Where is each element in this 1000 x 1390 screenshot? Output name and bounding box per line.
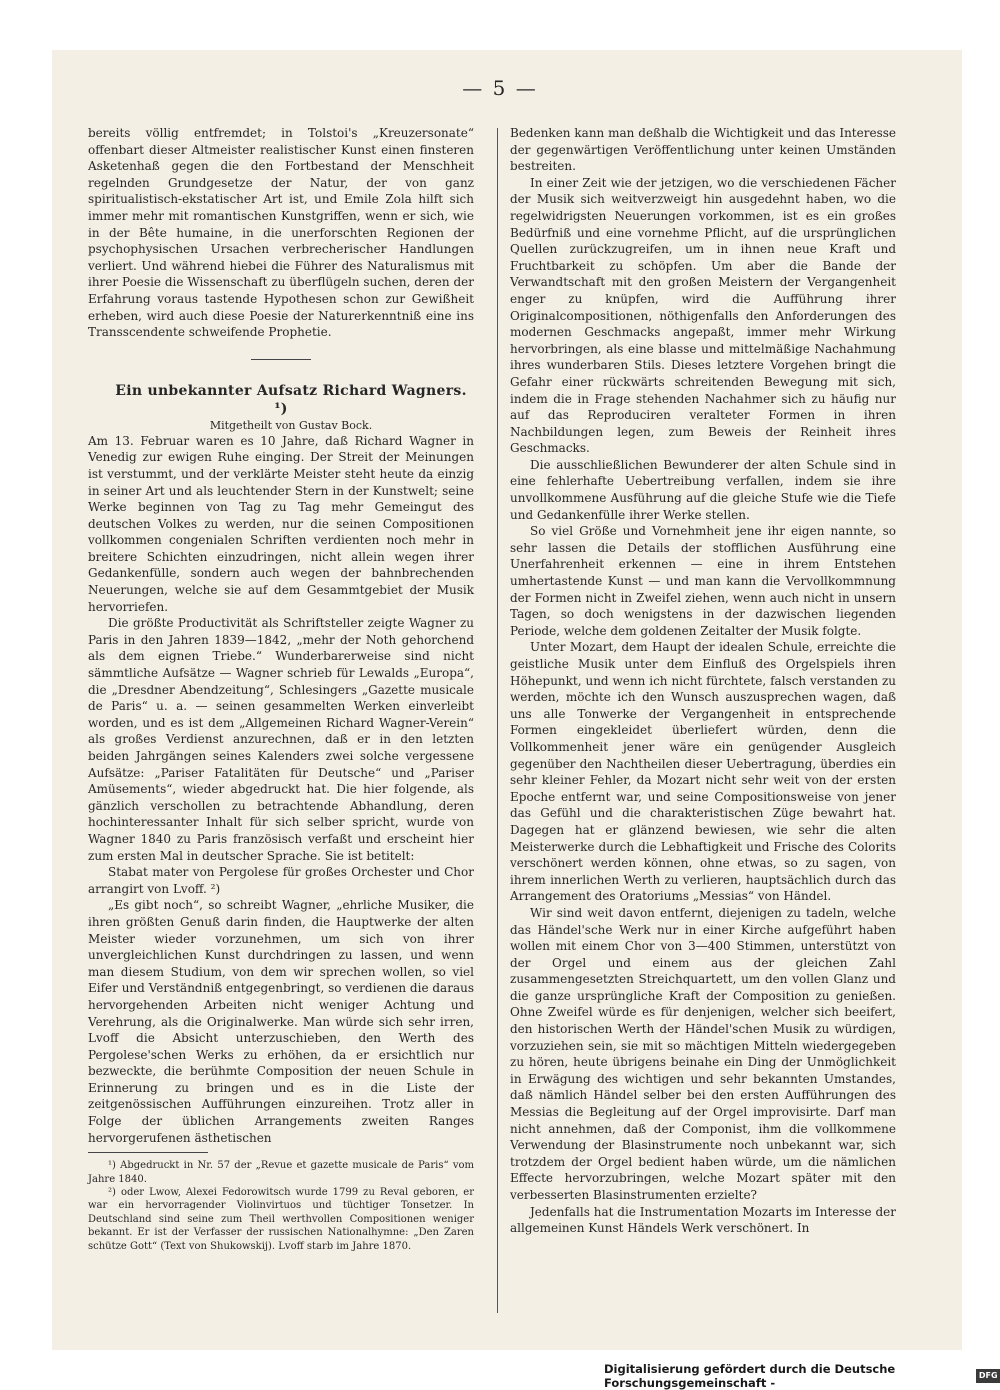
paragraph: So viel Größe und Vornehmheit jene ihr eigen nannte, so sehr lassen die Details der stofflichen Ausführung eine Unerfahrenheit erkennen — eine in ihrem Entstehen umhertastende Kunst — und man kann die Vervollkommnung der Formen nicht in Zweifel ziehen, wenn auch nicht in unsern Tagen, so doch wenigstens in der dazwischen liegenden Periode, welche dem goldenen Zeitalter der Musik folgte. (510, 524, 896, 638)
footnote: ¹) Abgedruckt in Nr. 57 der „Revue et gazette musicale de Paris“ vom Jahre 1840. (88, 1160, 474, 1185)
funding-footer (604, 1362, 1000, 1390)
footnote-rule (88, 1152, 208, 1153)
paragraph: In einer Zeit wie der jetzigen, wo die verschiedenen Fächer der Musik sich weitverzweigt hin ausgedehnt haben, wo die regelwidrigsten Neuerungen vorkommen, ist es ein großes Bedürfniß und eine vornehme Pflicht, auf die ursprünglichen Quellen zurückzugreifen, um in ihnen neue Kraft und Fruchtbarkeit zu schöpfen. Um aber die Bande der Verwandtschaft mit den großen Meistern der Vergangenheit enger zu knüpfen, wird die Aufführung ihrer Originalcompositionen, nöthigenfalls den Anforderungen des modernen Geschmacks angepaßt, immer mehr Wirkung hervorbringen, als eine blasse und mittelmäßige Nachahmung ihres wunderbaren Stils. Dieses letztere Vorgehen bringt die Gefahr einer rückwärts schreitenden Bewegung mit sich, indem die in Frage stehenden Nachahmer sich zu häufig nur auf das Reproduciren veralteter Formen in ihren Nachbildungen legen, zum Beweis der Reinheit ihres Geschmacks. (510, 175, 896, 456)
paragraph: Am 13. Februar waren es 10 Jahre, daß Richard Wagner in Venedig zur ewigen Ruhe einging. Der Streit der Meinungen ist verstummt, und der verklärte Meister steht heute da einzig in seiner Art und als leuchtender Stern in der Kunstwelt; seine Werke beginnen von Tag zu Tag mehr Gemeingut des deutschen Volkes zu werden, nur die seinen Compositionen vollkommen congenialen Schriften verdienten noch mehr in breitere Schichten einzudringen, nicht allein wegen ihrer Gedankenfülle, sondern auch wegen der bahnbrechenden Neuerungen, welche sie auf dem Gesammtgebiet der Musik hervorriefen. (88, 433, 474, 614)
intro-paragraph: bereits völlig entfremdet; in Tolstoi's „Kreuzersonate“ offenbart dieser Altmeister realistischer Kunst einen finsteren Asketenhaß gegen die den Fortbestand der Menschheit regelnden Grundgesetze der Natur, der von ganz spiritualistisch-ekstatischer Art ist, und Emile Zola hilft sich immer mehr mit romantischen Kunstgriffen, wenn er sich, wie in der Bête humaine, in die unerforschten Regionen der psychophysischen Ursachen verbrecherischer Handlungen verliert. Und während hiebei die Führer des Naturalismus mit ihrer Poesie die Wissenschaft zu überflügeln suchen, deren der Erfahrung voraus tastende Hypothesen schon zur Gewißheit erheben, wird auch diese Poesie der Naturerkenntniß eine ins Transscendente schweifende Prophetie. (88, 126, 474, 340)
paragraph: „Es gibt noch“, so schreibt Wagner, „ehrliche Musiker, die ihren größten Genuß darin finden, die Hauptwerke der alten Meister wieder vorzunehmen, um sich von ihrer unvergleichlichen Kunst durchdringen zu lassen, und wenn man diesem Studium, von dem wir sprechen wollen, so viel Eifer und Verständniß entgegenbringt, so verdienen die daraus hervorgehenden Arbeiten nicht weniger Achtung und Verehrung, als die Originalwerke. Man würde sich sehr irren, Lvoff die Absicht unterzuschieben, den Werth des Pergolese'schen Werks zu erhöhen, da er ersichtlich nur bezweckte, die berühmte Composition der neuen Schule in Erinnerung zu bringen und es in die Liste der zeitgenössischen Aufführungen einzureihen. Trotz aller in Folge der üblichen Arrangements zweiten Ranges hervorgerufenen ästhetischen (88, 898, 474, 1145)
paragraph: Unter Mozart, dem Haupt der idealen Schule, erreichte die geistliche Musik unter dem Einfluß des Orgelspiels ihren Höhepunkt, und wenn ich nicht fürchtete, falsch verstanden zu werden, möchte ich den Wunsch auszusprechen wagen, daß uns alle Tonwerke der Vergangenheit in entsprechende Formen eingekleidet überliefert würden, denn die Vollkommenheit jener wäre ein genügender Ausgleich gegenüber den Nachtheilen dieser Uebertragung, überdies ein sehr kleiner Fehler, da Mozart nicht sehr weit von der ersten Epoche entfernt war, und seine Compositionsweise von jener das Gefühl und die charakteristischen Züge bewahrt hat. Dagegen hat er glänzend bewiesen, wie sehr die alten Meisterwerke durch die Lebhaftigkeit und Frische des Colorits verschönert werden können, ohne etwas, so zu sagen, von ihrem innerlichen Werth zu verlieren, hauptsächlich durch das Arrangement des Oratoriums „Messias“ von Händel. (510, 640, 896, 904)
paragraph: Stabat mater von Pergolese für großes Orchester und Chor arrangirt von Lvoff. ²) (88, 865, 474, 896)
dfg-logo-icon: DFG (976, 1369, 1000, 1383)
column-divider (497, 128, 498, 1313)
footnote: ²) oder Lwow, Alexei Fedorowitsch wurde 1799 zu Reval geboren, er war ein hervorragender Violinvirtuos und tüchtiger Tonsetzer. In Deutschland sind seine zum Theil werthvollen Compositionen weniger bekannt. Er ist der Verfasser der russischen Nationalhymne: „Den Zaren schütze Gott“ (Text von Shukowskij). Lvoff starb im Jahre 1870. (88, 1187, 474, 1252)
paragraph: Die ausschließlichen Bewunderer der alten Schule sind in eine fehlerhafte Uebertreibung verfallen, indem sie ihre unvollkommene Ausführung auf die gleiche Stufe wie die Tiefe und Gedankenfülle ihrer Werke stellen. (510, 457, 896, 522)
right-column (510, 125, 896, 1237)
paragraph: Wir sind weit davon entfernt, diejenigen zu tadeln, welche das Händel'sche Werk nur in einer Kirche aufgeführt haben wollen mit einem Chor von 3—400 Stimmen, unterstützt von der Orgel und einem aus der gleichen Zahl zusammengesetzten Streichquartett, um den vollen Glanz und die ganze ursprüngliche Kraft der Composition zu genießen. Ohne Zweifel würde es für denjenigen, welcher sich beeifert, den historischen Werth der Händel'schen Musik zu würdigen, vorzuziehen sein, sie mit so mächtigen Mitteln wiedergegeben zu hören, heute übrigens beinahe ein Ding der Unmöglichkeit in Erwägung des wichtigen und sehr bekannten Umstandes, daß nämlich Händel selber bei den ersten Aufführungen des Messias die Begleitung auf der Orgel improvisirte. Darf man nicht annehmen, daß der Componist, ihm die vollkommene Verwendung der Blasinstrumente noch unbekannt war, sich trotzdem der Orgel bedient haben würde, um die nämlichen Effecte hervorzubringen, welche Mozart später mit den verbesserten Blasinstrumenten erzielte? (510, 905, 896, 1202)
page-number: — 5 — (462, 76, 538, 100)
paragraph: Jedenfalls hat die Instrumentation Mozarts im Interesse der allgemeinen Kunst Händels Werk verschönert. In (510, 1204, 896, 1236)
paragraph: Die größte Productivität als Schriftsteller zeigte Wagner zu Paris in den Jahren 1839—1842, „mehr der Noth gehorchend als dem eignen Triebe.“ Wunderbarerweise sind nicht sämmtliche Aufsätze — Wagner schrieb für Lewalds „Europa“, die „Dresdner Abendzeitung“, Schlesingers „Gazette musicale de Paris“ u. a. — seinen gesammelten Werken einverleibt worden, und es ist dem „Allgemeinen Richard Wagner-Verein“ als großes Verdienst anzurechnen, daß er in den letzten beiden Jahrgängen seines Kalenders zwei solche vergessene Aufsätze: „Pariser Fatalitäten für Deutsche“ und „Pariser Amüsements“, wieder abgedruckt hat. Die hier folgende, als gänzlich verschollen zu betrachtende Abhandlung, deren hochinteressanter Inhalt für sich selber spricht, wurde von Wagner 1840 zu Paris französisch verfaßt und erscheint hier zum ersten Mal in deutscher Sprache. Sie ist betitelt: (88, 616, 474, 863)
article-byline: Mitgetheilt von Gustav Bock. (209, 418, 373, 432)
article-title: Ein unbekannter Aufsatz Richard Wagners. ¹) (115, 382, 467, 417)
left-column (88, 125, 474, 1253)
funding-notice: Digitalisierung gefördert durch die Deutsche Forschungsgemeinschaft - (604, 1362, 896, 1390)
section-separator (251, 359, 311, 360)
continuation-paragraph: Bedenken kann man deßhalb die Wichtigkeit und das Interesse der gegenwärtigen Veröffentlichung unter keinen Umständen bestreiten. (510, 126, 896, 174)
